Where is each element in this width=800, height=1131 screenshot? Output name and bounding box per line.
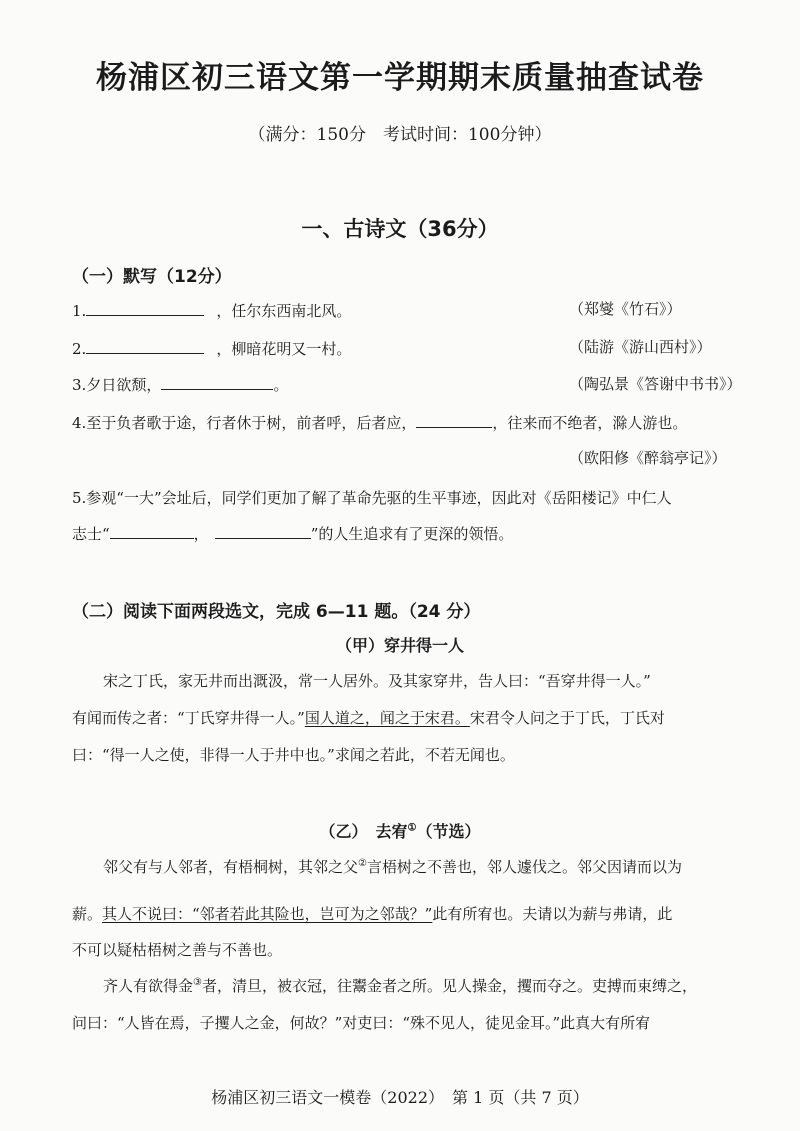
passage-title-text: （节选） xyxy=(416,822,481,841)
passage-jia-line3: 曰：“得一人之使，非得一人于井中也。”求闻之若此，不若无闻也。 xyxy=(72,746,515,764)
answer-blank[interactable] xyxy=(110,523,194,539)
passage-text: 有闻而传之者：“丁氏穿井得一人。” xyxy=(72,709,305,727)
exam-subtitle: （满分：150分 考试时间：100分钟） xyxy=(248,125,552,145)
passage-yi-title xyxy=(0,819,800,842)
part1-heading: （一）默写（12分） xyxy=(72,267,232,287)
question-text: ，任尔东西南北风。 xyxy=(216,302,352,320)
passage-jia-line1: 宋之丁氏，家无井而出溉汲，常一人居外。及其家穿井，告人曰：“吾穿井得一人。” xyxy=(103,672,651,690)
answer-blank[interactable] xyxy=(161,374,273,390)
passage-yi-line1 xyxy=(103,856,793,877)
answer-blank[interactable] xyxy=(86,338,204,354)
question-text: ，柳暗花明又一村。 xyxy=(216,340,352,358)
passage-jia-title: （甲）穿井得一人 xyxy=(335,636,464,655)
question-number: 4. xyxy=(72,414,87,432)
passage-text: 邻父有与人邻者，有梧桐树，其邻之父 xyxy=(103,858,359,876)
question-3 xyxy=(72,374,288,395)
question-5-line2 xyxy=(72,523,513,544)
footnote-marker: ③ xyxy=(193,977,202,988)
passage-yi-line5: 问曰：“人皆在焉，子攫人之金，何故？”对吏曰：“殊不见人，徒见金耳。”此真大有所宥 xyxy=(72,1014,651,1032)
question-source: （郑燮《竹石》） xyxy=(569,300,682,318)
exam-title: 杨浦区初三语文第一学期期末质量抽查试卷 xyxy=(96,60,704,96)
question-source: （陶弘景《答谢中书书》） xyxy=(569,375,742,393)
passage-text: 宋君令人问之于丁氏，丁氏对 xyxy=(469,709,665,727)
footnote-marker: ② xyxy=(358,858,367,869)
question-2 xyxy=(72,338,351,359)
passage-text: 言梧树之不善也，邻人遽伐之。邻父因请而以为 xyxy=(366,858,682,876)
page-footer: 杨浦区初三语文一模卷（2022） 第 1 页（共 7 页） xyxy=(211,1088,589,1107)
question-source: （陆游《游山西村》） xyxy=(569,338,712,356)
question-1 xyxy=(72,300,351,321)
passage-yi-line4 xyxy=(103,975,793,996)
question-source: （欧阳修《醉翁亭记》） xyxy=(569,449,727,467)
question-text: 志士“ xyxy=(72,525,110,543)
passage-text: 者，清旦，被衣冠，往鬻金者之所。见人操金，攫而夺之。吏搏而束缚之， xyxy=(201,977,697,995)
question-text: ， xyxy=(193,525,209,543)
question-number: 3. xyxy=(72,376,87,394)
question-text: ，往来而不绝者，滁人游也。 xyxy=(492,414,688,432)
passage-yi-line3: 不可以疑枯梧树之善与不善也。 xyxy=(72,941,283,959)
answer-blank[interactable] xyxy=(416,412,492,428)
answer-blank[interactable] xyxy=(215,523,311,539)
passage-yi-line2 xyxy=(72,903,762,924)
question-number: 1. xyxy=(72,302,87,320)
passage-jia-line2 xyxy=(72,707,762,728)
underlined-sentence: 国人道之，闻之于宋君。 xyxy=(304,709,470,727)
underlined-sentence: 其人不说曰：“邻者若此其险也，岂可为之邻哉？” xyxy=(102,905,433,923)
question-text: 。 xyxy=(273,376,289,394)
question-4 xyxy=(72,412,687,433)
question-text: 夕日欲颓， xyxy=(86,376,162,394)
question-5-line1: 5.参观“一大”会址后，同学们更加了解了革命先驱的生平事迹，因此对《岳阳楼记》中仁人 xyxy=(72,489,672,507)
question-number: 2. xyxy=(72,340,87,358)
passage-text: 薪。 xyxy=(72,905,103,923)
part2-heading: （二）阅读下面两段选文，完成 6—11 题。（24 分） xyxy=(72,602,481,622)
footnote-marker: ① xyxy=(407,822,417,834)
passage-text: 齐人有欲得金 xyxy=(103,977,194,995)
question-text: ”的人生追求有了更深的领悟。 xyxy=(310,525,514,543)
section-heading: 一、古诗文（36分） xyxy=(301,217,499,241)
answer-blank[interactable] xyxy=(86,300,204,316)
passage-title-text: （乙） 去宥 xyxy=(319,822,408,841)
question-text: 至于负者歌于途，行者休于树，前者呼，后者应， xyxy=(86,414,417,432)
passage-text: 此有所宥也。夫请以为薪与弗请，此 xyxy=(432,905,673,923)
